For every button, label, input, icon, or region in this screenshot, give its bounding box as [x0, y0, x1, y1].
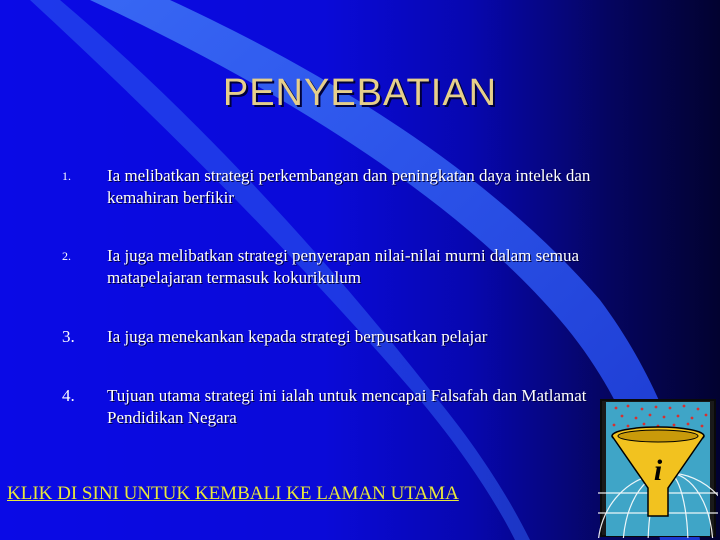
list-text: Ia juga menekankan kepada strategi berpusatkan pelajar [107, 327, 488, 346]
list-text: Ia juga melibatkan strategi penyerapan nilai-nilai murni dalam semua matapelajaran termasuk kokurikulum [107, 246, 580, 287]
back-to-home-link[interactable]: KLIK DI SINI UNTUK KEMBALI KE LAMAN UTAMA [7, 483, 459, 504]
list-number: 3. [62, 327, 75, 346]
list-text: Tujuan utama strategi ini ialah untuk mencapai Falsafah dan Matlamat Pendidikan Negara [107, 386, 587, 427]
list-number: 4. [62, 386, 75, 405]
list-number: 1. [62, 169, 71, 183]
list-text: Ia melibatkan strategi perkembangan dan peningkatan daya intelek dan kemahiran berfikir [107, 166, 591, 207]
info-icon-letter: i [653, 454, 663, 487]
list-number: 2. [62, 249, 71, 263]
slide-title: PENYEBATIAN [222, 72, 498, 114]
info-funnel-icon[interactable] [598, 398, 718, 538]
